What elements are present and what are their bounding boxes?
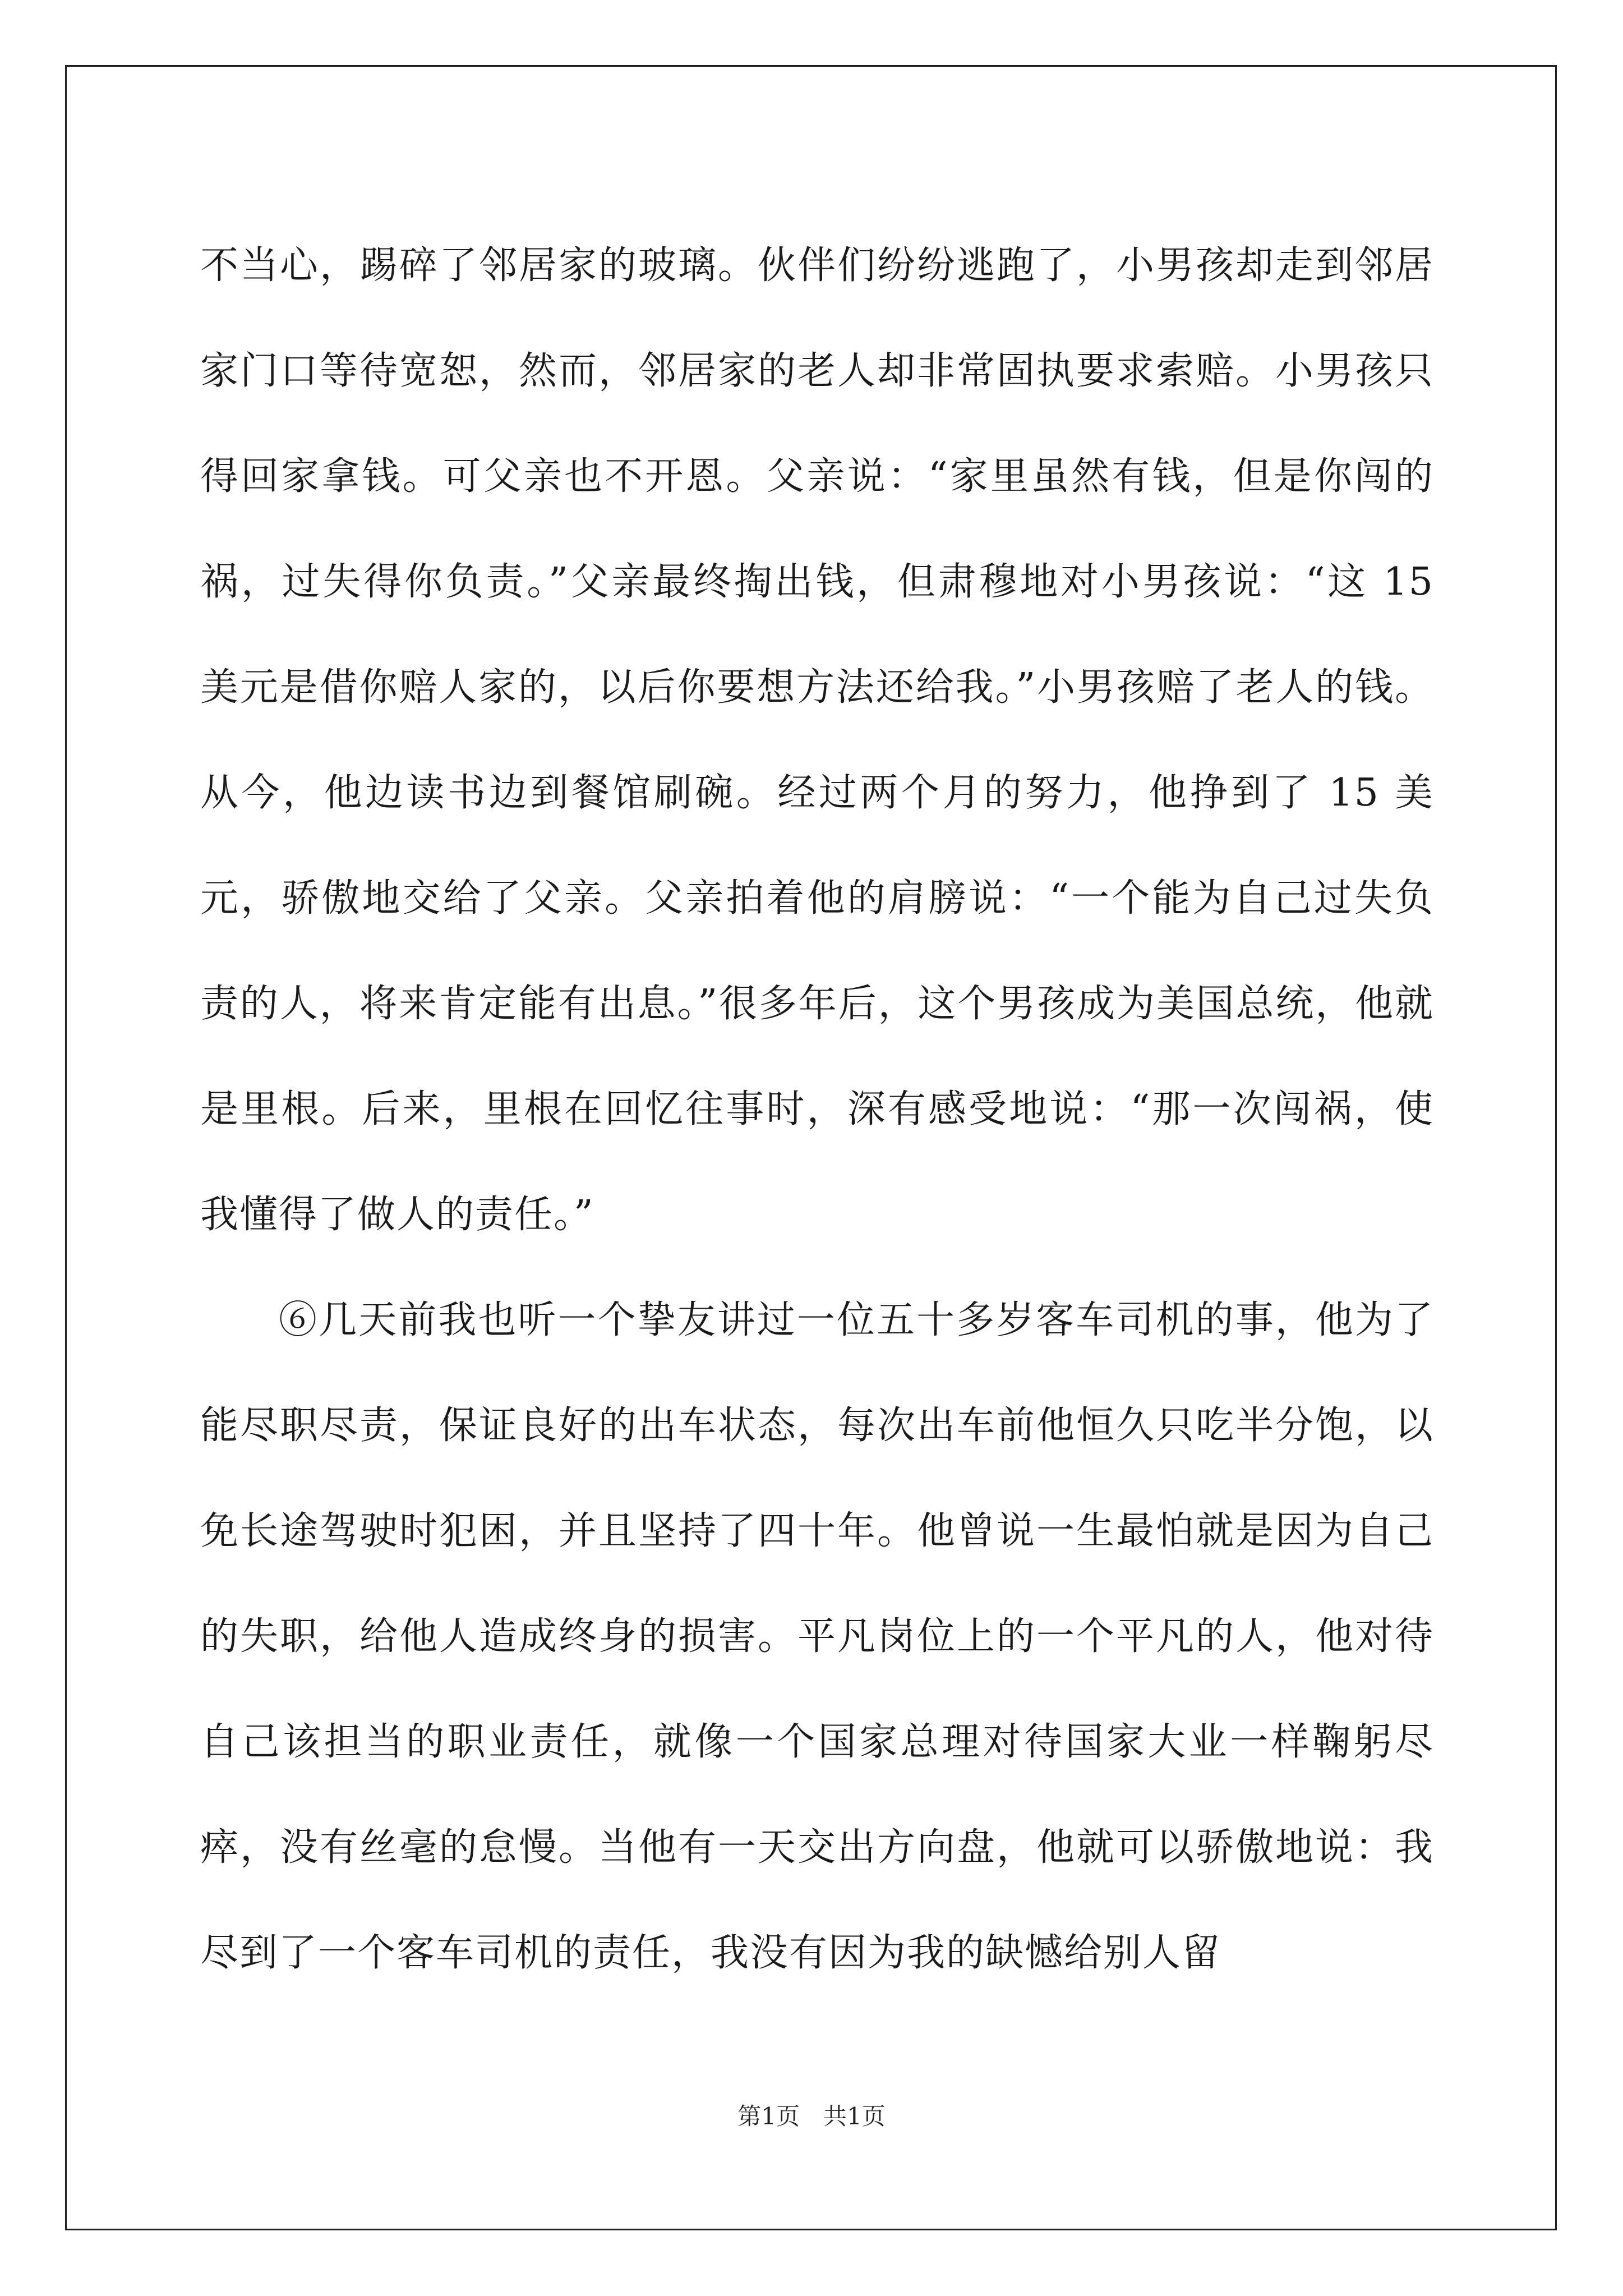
paragraph-2: ⑥几天前我也听一个挚友讲过一位五十多岁客车司机的事，他为了能尽职尽责，保证良好的出车状态，每次出车前他恒久只吃半分饱，以免长途驾驶时犯困，并且坚持了四十年。他曾说一生最怕就是因为自己的失职，给他人造成终身的损害。平凡岗位上的一个平凡的人，他对待自己该担当的职业责任，就像一个国家总理对待国家大业一样鞠躬尽瘁，没有丝毫的怠慢。当他有一天交出方向盘，他就可以骄傲地说：我尽到了一个客车司机的责任，我没有因为我的缺憾给别人留 xyxy=(200,1298,1434,1975)
paragraph-1: 不当心，踢碎了邻居家的玻璃。伙伴们纷纷逃跑了，小男孩却走到邻居家门口等待宽恕，然而，邻居家的老人却非常固执要求索赔。小男孩只得回家拿钱。可父亲也不开恩。父亲说：“家里虽然有钱，但是你闯的祸，过失得你负责。”父亲最终掏出钱，但肃穆地对小男孩说：“这 15 美元是借你赔人家的，以后你要想方法还给我。”小男孩赔了老人的钱。从今，他边读书边到餐馆刷碗。经过两个月的努力，他挣到了 15 美元，骄傲地交给了父亲。父亲拍着他的肩膀说：“一个能为自己过失负责的人，将来肯定能有出息。”很多年后，这个男孩成为美国总统，他就是里根。后来，里根在回忆往事时，深有感受地说：“那一次闯祸，使我懂得了做人的责任。” xyxy=(200,243,1435,1237)
document-body xyxy=(200,213,1434,2006)
page-number-footer: 第1页 共1页 xyxy=(737,2102,886,2130)
